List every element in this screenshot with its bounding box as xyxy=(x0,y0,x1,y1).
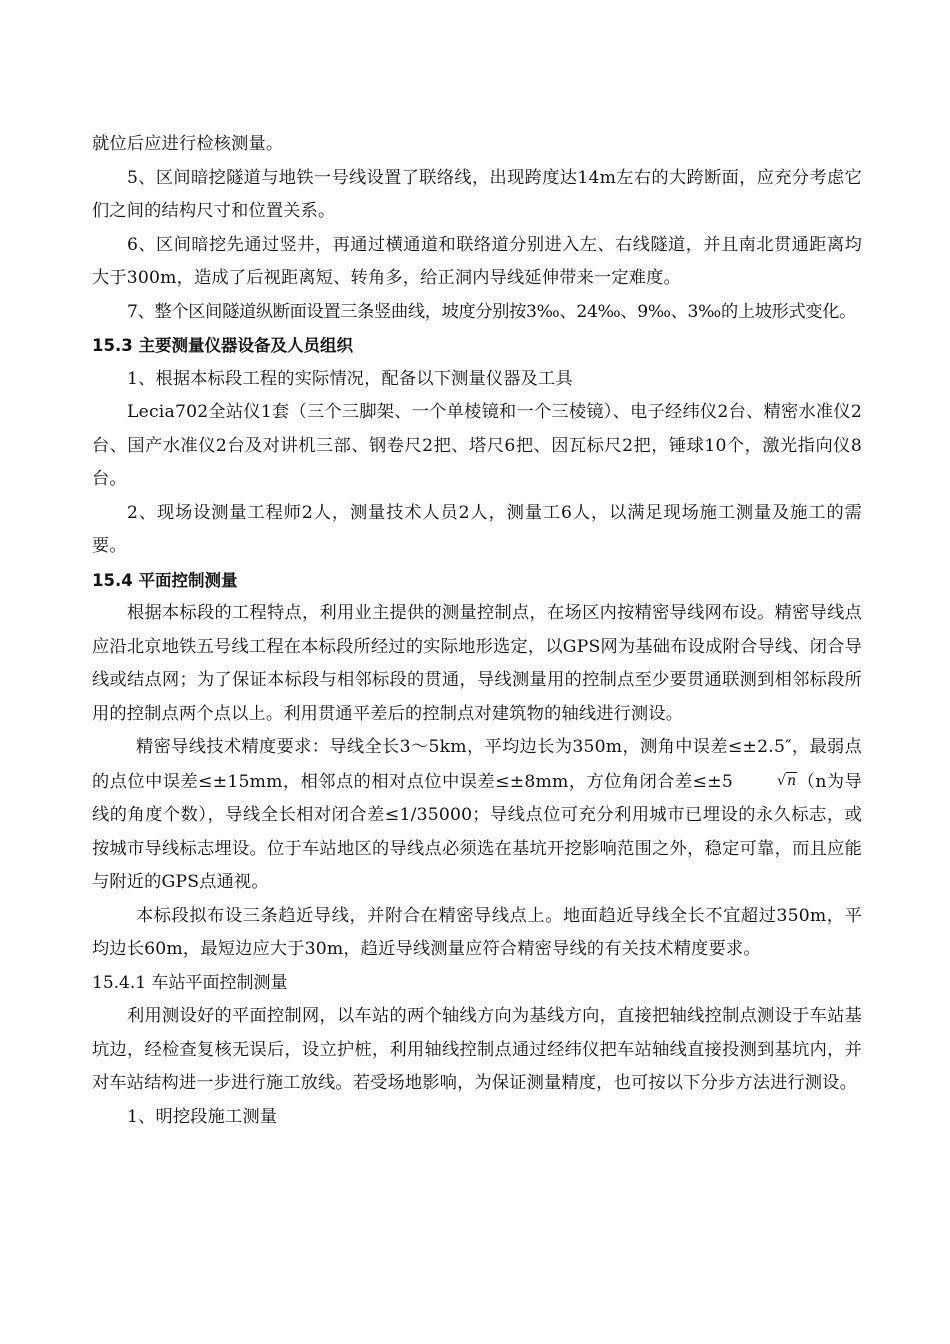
paragraph-station-control: 利用测设好的平面控制网，以车站的两个轴线方向为基线方向，直接把轴线控制点测设于车站基坑边，经检查复核无误后，设立护桩，利用轴线控制点通过经纬仪把车站轴线直接投测到基坑内，并对车站结构进一步进行施工放线。若受场地影响，为保证测量精度，也可按以下分步方法进行测设。 xyxy=(92,1006,862,1093)
paragraph-precision-requirements xyxy=(92,731,862,900)
document-page xyxy=(92,128,862,1134)
paragraph-continuation: 就位后应进行检核测量。 xyxy=(92,134,284,154)
precision-text-a: 精密导线技术精度要求：导线全长3～5km，平均边长为350m，测角中误差≤±2.5″，最弱点的点位中误差≤±15mm，相邻点的相对点位中误差≤±8mm，方位角闭合差≤±5 xyxy=(92,737,862,792)
sqrt-symbol: √n xyxy=(777,772,797,789)
section-heading-15-4: 15.4 平面控制测量 xyxy=(92,570,238,590)
section-heading-15-4-1: 15.4.1 车站平面控制测量 xyxy=(92,972,288,993)
paragraph-approach-traverse: 本标段拟布设三条趋近导线，并附合在精密导线点上。地面趋近导线全长不宜超过350m，平均边长60m，最短边应大于30m，趋近导线测量应符合精密导线的有关技术精度要求。 xyxy=(92,905,862,959)
paragraph-control-network: 根据本标段的工程特点，利用业主提供的测量控制点，在场区内按精密导线网布设。精密导线点应沿北京地铁五号线工程在本标段所经过的实际地形选定，以GPS网为基础布设成附合导线、闭合导线或结点网；为了保证本标段与相邻标段的贯通，导线测量用的控制点至少要贯通联测到相邻标段所用的控制点两个点以上。利用贯通平差后的控制点对建筑物的轴线进行测设。 xyxy=(92,603,862,724)
section-heading-15-3: 15.3 主要测量仪器设备及人员组织 xyxy=(92,336,353,355)
precision-text-b: （n为导线的角度个数），导线全长相对闭合差≤1/35000；导线点位可充分利用城市已埋设的永久标志，或按城市导线标志埋设。位于车站地区的导线点必须选在基坑开挖影响范围之外，稳定可靠，而且应能与附近的GPS点通视。 xyxy=(92,771,862,892)
paragraph-instruments-list: Lecia702全站仪1套（三个三脚架、一个单棱镜和一个三棱镜）、电子经纬仪2台、精密水准仪2台、国产水准仪2台及对讲机三部、钢卷尺2把、塔尺6把、因瓦标尺2把，锤球10个，激光指向仪8台。 xyxy=(92,402,862,489)
paragraph-instruments-intro: 1、根据本标段工程的实际情况，配备以下测量仪器及工具 xyxy=(127,368,573,389)
paragraph-item-7: 7、整个区间隧道纵断面设置三条竖曲线，坡度分别按3‰、24‰、9‰、3‰的上坡形式变化。 xyxy=(127,301,857,322)
paragraph-item-5: 5、区间暗挖隧道与地铁一号线设置了联络线，出现跨度达14m左右的大跨断面，应充分考虑它们之间的结构尺寸和位置关系。 xyxy=(92,167,862,221)
paragraph-open-cut-survey: 1、明挖段施工测量 xyxy=(127,1106,278,1127)
sqrt-radicand: n xyxy=(787,772,797,789)
paragraph-staffing: 2、现场设测量工程师2人，测量技术人员2人，测量工6人，以满足现场施工测量及施工的需要。 xyxy=(92,502,862,556)
paragraph-item-6: 6、区间暗挖先通过竖井，再通过横通道和联络道分别进入左、右线隧道，并且南北贯通距离均大于300m，造成了后视距离短、转角多，给正洞内导线延伸带来一定难度。 xyxy=(92,234,862,288)
